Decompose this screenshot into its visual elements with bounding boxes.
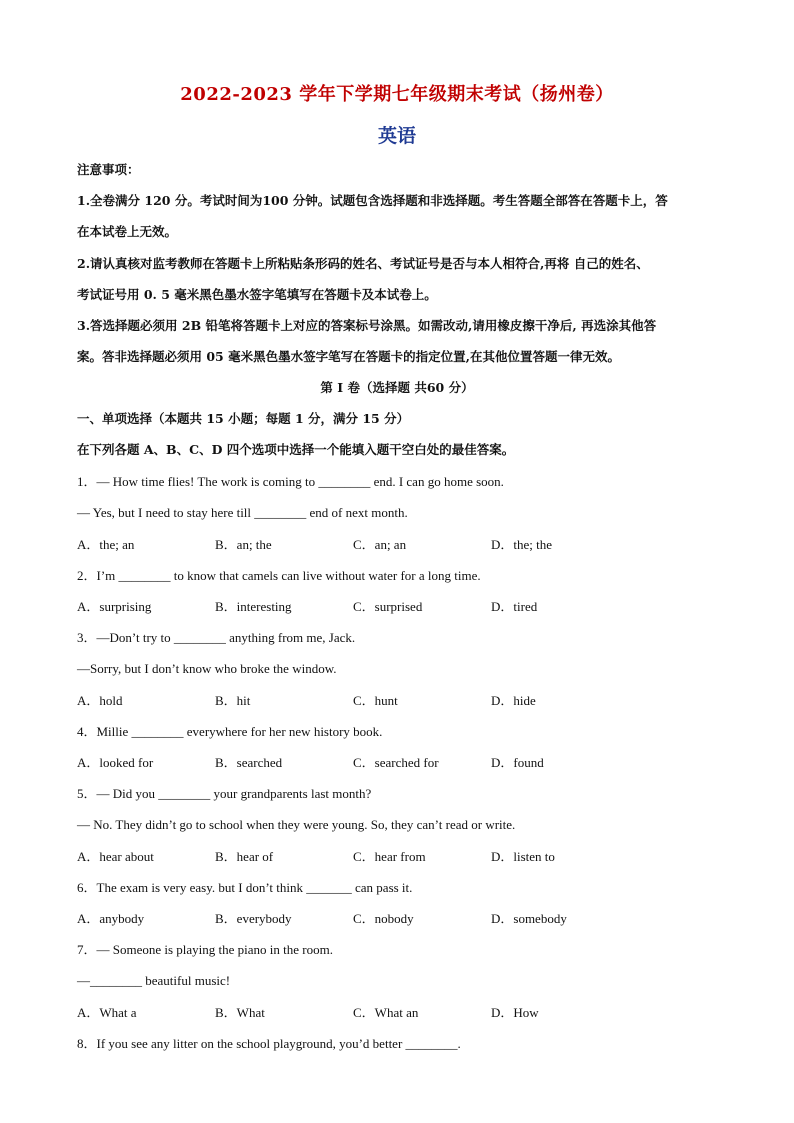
option-a: A．looked for: [77, 755, 154, 770]
option-c: C．hear from: [353, 849, 426, 864]
option-a: A．the; an: [77, 537, 135, 552]
option-d: D．somebody: [491, 911, 567, 926]
option-a: A．hear about: [77, 849, 154, 864]
option-a: A．surprising: [77, 599, 152, 614]
notice-line: 1.全卷满分 120 分。考试时间为100 分钟。试题包含选择题和非选择题。考生答题全部答在答题卡上，答: [77, 193, 668, 208]
question-stem: 4．Millie ________ everywhere for her new history book.: [77, 724, 383, 739]
question-stem: — No. They didn’t go to school when they were young. So, they can’t read or write.: [77, 817, 516, 832]
option-b: B．searched: [215, 755, 283, 770]
option-a: A．What a: [77, 1005, 137, 1020]
option-b: B．interesting: [215, 599, 292, 614]
option-b: B．an; the: [215, 537, 272, 552]
notice-heading: 注意事项：: [77, 162, 140, 177]
notice-line: 3.答选择题必须用 2B 铅笔将答题卡上对应的答案标号涂黑。如需改动,请用橡皮擦干净后, 再选涂其他答: [77, 318, 657, 333]
option-c: C．searched for: [353, 755, 439, 770]
question-stem: —Sorry, but I don’t know who broke the window.: [77, 661, 337, 676]
notice-line: 2.请认真核对监考教师在答题卡上所粘贴条形码的姓名、考试证号是否与本人相符合,再将 自己的姓名、: [77, 256, 649, 271]
exam-title: 2022-2023 学年下学期七年级期末考试（扬州卷）: [180, 84, 614, 105]
option-d: D．found: [491, 755, 544, 770]
option-b: B．What: [215, 1005, 265, 1020]
option-d: D．tired: [491, 599, 538, 614]
option-b: B．everybody: [215, 911, 292, 926]
question-stem: 2．I’m ________ to know that camels can live without water for a long time.: [77, 568, 481, 583]
option-c: C．nobody: [353, 911, 414, 926]
question-stem: 8．If you see any litter on the school playground, you’d better ________.: [77, 1036, 461, 1051]
question-stem: 6．The exam is very easy. but I don’t think _______ can pass it.: [77, 880, 413, 895]
option-b: B．hear of: [215, 849, 274, 864]
notice-line: 在本试卷上无效。: [77, 224, 178, 239]
option-c: C．an; an: [353, 537, 407, 552]
option-d: D．listen to: [491, 849, 555, 864]
question-stem: 3．—Don’t try to ________ anything from me, Jack.: [77, 630, 356, 645]
question-stem: 5．— Did you ________ your grandparents last month?: [77, 786, 372, 801]
question-stem: 1．— How time flies! The work is coming to ________ end. I can go home soon.: [77, 474, 504, 489]
part-heading: 第 I 卷（选择题 共60 分）: [320, 380, 474, 395]
option-a: A．anybody: [77, 911, 145, 926]
section-instruction: 在下列各题 A、B、C、D 四个选项中选择一个能填入题干空白处的最佳答案。: [77, 442, 515, 457]
notice-line: 考试证号用 0. 5 毫米黑色墨水签字笔填写在答题卡及本试卷上。: [77, 287, 437, 302]
notice-line: 案。答非选择题必须用 05 毫米黑色墨水签字笔写在答题卡的指定位置,在其他位置答题一律无效。: [77, 349, 620, 364]
option-c: C．surprised: [353, 599, 423, 614]
option-c: C．hunt: [353, 693, 398, 708]
option-d: D．the; the: [491, 537, 553, 552]
option-b: B．hit: [215, 693, 251, 708]
option-c: C．What an: [353, 1005, 419, 1020]
option-d: D．How: [491, 1005, 539, 1020]
question-stem: 7．— Someone is playing the piano in the room.: [77, 942, 333, 957]
subject-title: 英语: [377, 125, 416, 147]
option-a: A．hold: [77, 693, 123, 708]
option-d: D．hide: [491, 693, 536, 708]
section-heading: 一、单项选择（本题共 15 小题；每题 1 分，满分 15 分）: [77, 411, 410, 426]
question-stem: — Yes, but I need to stay here till ________ end of next month.: [77, 505, 408, 520]
question-stem: —________ beautiful music!: [77, 973, 231, 988]
